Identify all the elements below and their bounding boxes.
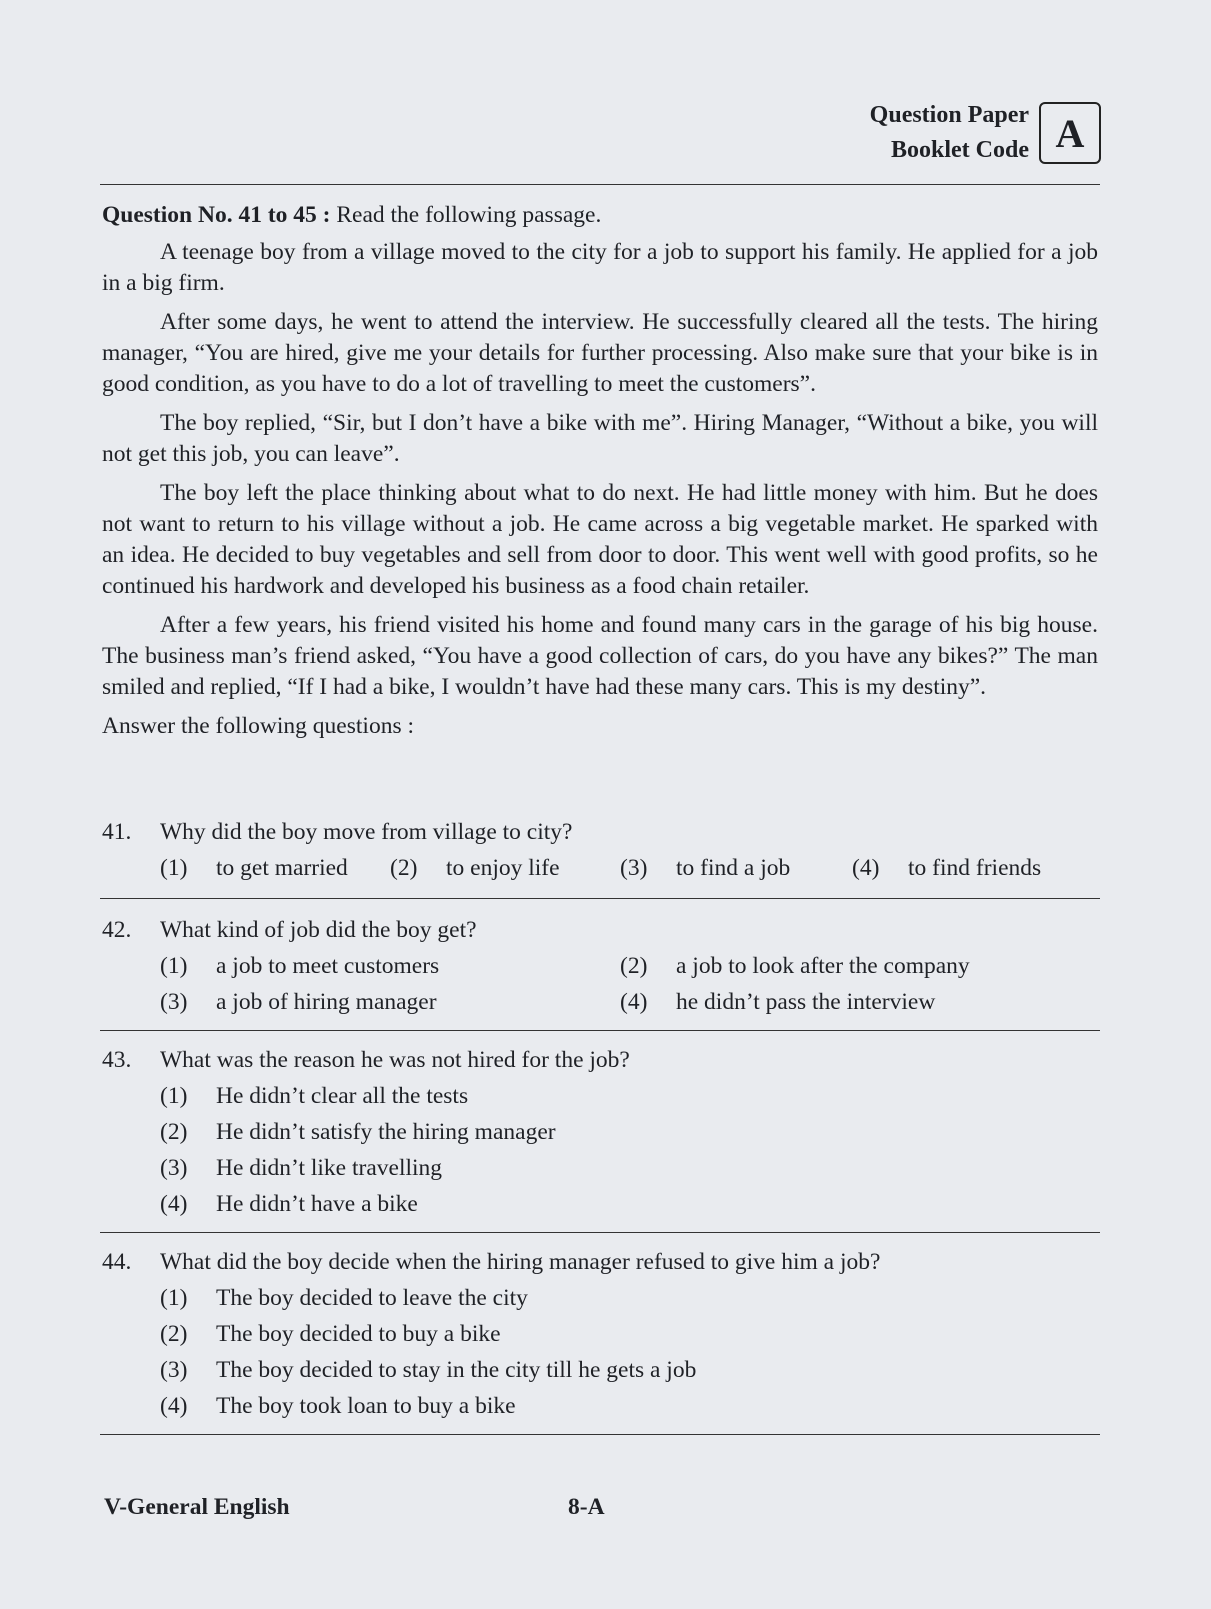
option-number: (4)	[620, 988, 648, 1015]
option-text: a job to look after the company	[676, 952, 970, 979]
option-number: (2)	[390, 854, 418, 881]
option-4[interactable]	[102, 1388, 1098, 1424]
header-line-1: Question Paper	[869, 102, 1029, 128]
option-text: to find a job	[676, 854, 791, 881]
option-text: He didn’t satisfy the hiring manager	[216, 1118, 556, 1145]
subject-label: V-General English	[104, 1494, 290, 1520]
option-text: a job to meet customers	[216, 952, 440, 979]
passage	[102, 200, 1098, 742]
option-4[interactable]	[102, 1186, 1098, 1222]
option-2[interactable]	[620, 948, 1040, 984]
page-footer	[104, 1494, 1100, 1521]
option-number: (2)	[620, 952, 648, 979]
option-3[interactable]	[102, 1150, 1098, 1186]
question-44	[102, 1244, 1098, 1424]
question-number: 43.	[102, 1046, 132, 1073]
option-2[interactable]	[102, 1114, 1098, 1150]
question-divider	[100, 898, 1100, 899]
option-1[interactable]	[102, 1280, 1098, 1316]
option-text: He didn’t like travelling	[216, 1154, 443, 1181]
page-number: 8-A	[568, 1494, 605, 1520]
option-2[interactable]	[102, 1316, 1098, 1352]
option-number: (2)	[160, 1118, 188, 1145]
passage-paragraph: A teenage boy from a village moved to the city for a job to support his family. He applied for a job in a big firm.	[102, 239, 1098, 296]
option-4[interactable]	[620, 984, 1040, 1020]
option-number: (1)	[160, 854, 188, 881]
passage-paragraph: After a few years, his friend visited his home and found many cars in the garage of his big house. The business man’s friend asked, “You have a good collection of cars, do you have any bikes?” The man smiled and replied, “If I had a bike, I wouldn’t have had these many cars. This is my destiny”.	[102, 612, 1098, 700]
option-2[interactable]	[390, 855, 620, 882]
question-stem	[102, 1244, 1098, 1280]
question-text: What did the boy decide when the hiring manager refused to give him a job?	[160, 1248, 881, 1275]
question-divider	[100, 1232, 1100, 1233]
option-3[interactable]	[620, 855, 852, 882]
option-text: to enjoy life	[446, 854, 560, 881]
question-text: What kind of job did the boy get?	[160, 916, 477, 943]
option-text: He didn’t have a bike	[216, 1190, 418, 1217]
option-text: The boy took loan to buy a bike	[216, 1392, 516, 1419]
options-row	[102, 850, 1098, 886]
option-text: The boy decided to buy a bike	[216, 1320, 501, 1347]
passage-heading-bold: Question No. 41 to 45 :	[102, 202, 331, 228]
question-stem	[102, 912, 1098, 948]
question-stem	[102, 1042, 1098, 1078]
option-text: to find friends	[908, 854, 1042, 881]
passage-paragraph: After some days, he went to attend the interview. He successfully cleared all the tests. The hiring manager, “You are hired, give me your details for further processing. Also make sure that your bike is in good condition, as you have to do a lot of travelling to meet the customers”.	[102, 309, 1098, 397]
option-number: (3)	[160, 988, 188, 1015]
option-number: (1)	[160, 952, 188, 979]
question-text: What was the reason he was not hired for the job?	[160, 1046, 630, 1073]
question-41	[102, 814, 1098, 886]
option-number: (3)	[160, 1154, 188, 1181]
option-text: he didn’t pass the interview	[676, 988, 936, 1015]
option-number: (3)	[160, 1356, 188, 1383]
option-text: He didn’t clear all the tests	[216, 1082, 469, 1109]
option-4[interactable]	[852, 855, 1041, 882]
option-number: (1)	[160, 1284, 188, 1311]
question-42	[102, 912, 1098, 1020]
option-text: a job of hiring manager	[216, 988, 437, 1015]
passage-heading	[102, 200, 1098, 231]
option-number: (4)	[160, 1190, 188, 1217]
question-number: 42.	[102, 916, 132, 943]
option-1[interactable]	[160, 948, 620, 984]
question-stem	[102, 814, 1098, 850]
option-text: The boy decided to leave the city	[216, 1284, 528, 1311]
option-number: (3)	[620, 854, 648, 881]
option-1[interactable]	[102, 1078, 1098, 1114]
header-divider	[100, 184, 1100, 185]
question-number: 44.	[102, 1248, 132, 1275]
question-number: 41.	[102, 818, 132, 845]
booklet-code-label	[870, 98, 1029, 168]
booklet-code-header	[870, 98, 1101, 168]
option-1[interactable]	[160, 855, 390, 882]
option-text: The boy decided to stay in the city till he gets a job	[216, 1356, 697, 1383]
header-line-2: Booklet Code	[891, 137, 1029, 163]
question-divider	[100, 1434, 1100, 1435]
answer-instruction: Answer the following questions :	[102, 713, 414, 739]
passage-paragraph: The boy left the place thinking about what to do next. He had little money with him. But he does not want to return to his village without a job. He came across a big vegetable market. He sparked with an idea. He decided to buy vegetables and sell from door to door. This went well with good profits, so he continued his hardwork and developed his business as a food chain retailer.	[102, 480, 1098, 599]
question-43	[102, 1042, 1098, 1222]
option-number: (2)	[160, 1320, 188, 1347]
option-text: to get married	[216, 854, 348, 881]
option-number: (1)	[160, 1082, 188, 1109]
option-number: (4)	[852, 854, 880, 881]
options-grid	[102, 948, 1098, 1020]
question-text: Why did the boy move from village to city?	[160, 818, 573, 845]
option-number: (4)	[160, 1392, 188, 1419]
option-3[interactable]	[102, 1352, 1098, 1388]
passage-paragraph: The boy replied, “Sir, but I don’t have a bike with me”. Hiring Manager, “Without a bike, you will not get this job, you can leave”.	[102, 410, 1098, 467]
question-divider	[100, 1030, 1100, 1031]
option-3[interactable]	[160, 984, 620, 1020]
passage-heading-rest: Read the following passage.	[330, 202, 602, 228]
booklet-code-box: A	[1039, 102, 1101, 164]
